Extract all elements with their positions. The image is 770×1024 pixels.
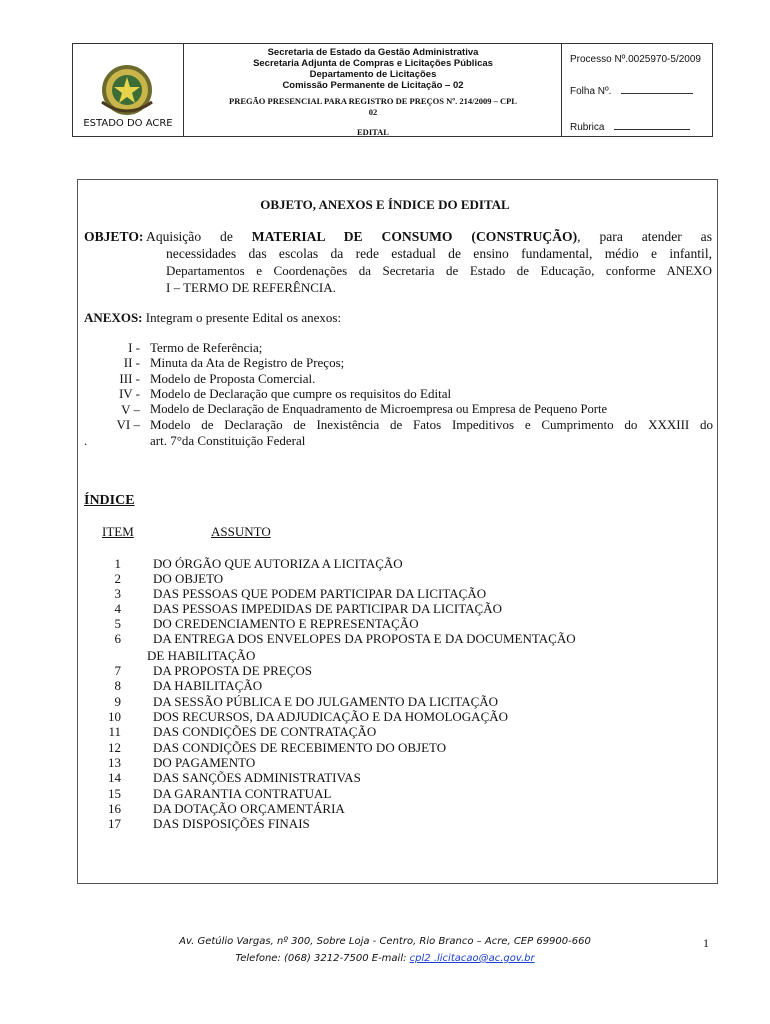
index-number: 6 [114, 631, 121, 646]
index-number: 11 [108, 724, 121, 739]
header-table [72, 43, 713, 137]
objeto-line3: Departamentos e Coordenações da Secretaria de Estado de Educação, conforme ANEXO [166, 263, 712, 278]
processo-number: Processo Nº.0025970-5/2009 [570, 54, 701, 65]
anexo-num: II - [123, 355, 140, 370]
anexo-num: I - [128, 340, 140, 355]
index-number: 14 [108, 770, 121, 785]
anexos-label: ANEXOS: [84, 310, 143, 325]
anexo-text: Termo de Referência; [150, 340, 263, 355]
pregao-title [184, 96, 562, 118]
index-number: 5 [114, 616, 121, 631]
index-text: DOS RECURSOS, DA ADJUDICAÇÃO E DA HOMOLOGAÇÃO [153, 709, 509, 724]
index-text: DO OBJETO [153, 571, 224, 586]
pregao-line: PREGÃO PRESENCIAL PARA REGISTRO DE PREÇOS Nº. 214/2009 – CPL [229, 96, 517, 106]
index-text: DA DOTAÇÃO ORÇAMENTÁRIA [153, 801, 345, 816]
index-text: DAS CONDIÇÕES DE RECEBIMENTO DO OBJETO [153, 740, 447, 755]
objeto-text: , para atender as [577, 229, 713, 244]
rubrica-field [570, 122, 690, 133]
seal-cell [73, 44, 184, 136]
footer-phone: Telefone: (068) 3212-7500 E-mail: [235, 953, 407, 964]
org-line: Secretaria de Estado da Gestão Administrativa [267, 47, 479, 58]
anexo-text: Modelo de Declaração de Inexistência de Fatos Impeditivos e Cumprimento do XXXIII do [150, 417, 713, 432]
col-item-header: ITEM [102, 524, 134, 539]
anexo-num: VI – [116, 417, 140, 432]
page-number: 1 [703, 936, 709, 950]
pregao-line: 02 [368, 107, 378, 117]
rubrica-label: Rubrica [570, 122, 605, 133]
objeto-line4: I – TERMO DE REFERÊNCIA. [166, 280, 336, 295]
anexo-text: Modelo de Declaração que cumpre os requisitos do Edital [150, 386, 452, 401]
org-line: Departamento de Licitações [309, 69, 437, 80]
header-title-cell [184, 44, 562, 136]
objeto-bold: MATERIAL DE CONSUMO (CONSTRUÇÃO) [251, 229, 578, 244]
index-number: 12 [108, 740, 121, 755]
index-number: 3 [114, 586, 121, 601]
index-text: DAS SANÇÕES ADMINISTRATIVAS [153, 770, 361, 785]
anexo-text: Minuta da Ata de Registro de Preços; [150, 355, 345, 370]
rubrica-blank [614, 129, 690, 130]
index-number: 10 [108, 709, 121, 724]
index-text: DA ENTREGA DOS ENVELOPES DA PROPOSTA E DA DOCUMENTAÇÃO [153, 631, 576, 646]
anexo-text: Modelo de Declaração de Enquadramento de Microempresa ou Empresa de Pequeno Porte [150, 402, 608, 416]
index-text: DA SESSÃO PÚBLICA E DO JULGAMENTO DA LICITAÇÃO [153, 694, 499, 709]
anexo-num: III - [119, 371, 140, 386]
index-number: 17 [108, 816, 121, 831]
index-text: DAS PESSOAS IMPEDIDAS DE PARTICIPAR DA LICITAÇÃO [153, 601, 503, 616]
index-number: 9 [114, 694, 121, 709]
anexos-intro [84, 310, 341, 326]
org-line: Secretaria Adjunta de Compras e Licitações Públicas [253, 58, 493, 69]
index-text: DO ÓRGÃO QUE AUTORIZA A LICITAÇÃO [153, 556, 403, 571]
process-cell [561, 44, 712, 136]
footer-address: Av. Getúlio Vargas, nº 300, Sobre Loja - Centro, Rio Branco – Acre, CEP 69900-660 [179, 936, 591, 947]
org-line: Comissão Permanente de Licitação – 02 [282, 80, 464, 91]
objeto-label: OBJETO: [84, 229, 144, 244]
index-text: DAS PESSOAS QUE PODEM PARTICIPAR DA LICITAÇÃO [153, 586, 487, 601]
index-number: 7 [114, 663, 121, 678]
index-text: DA GARANTIA CONTRATUAL [153, 786, 332, 801]
index-number: 1 [114, 556, 121, 571]
acre-coat-of-arms-icon [97, 62, 157, 118]
anexo-text: Modelo de Proposta Comercial. [150, 371, 316, 386]
indice-heading: ÍNDICE [84, 493, 135, 508]
index-number: 8 [114, 678, 121, 693]
index-number: 4 [114, 601, 121, 616]
objeto-text: Aquisição de [146, 229, 233, 244]
folha-field [570, 86, 693, 97]
anexo-num: V – [121, 402, 140, 417]
index-number: 2 [114, 571, 121, 586]
anexo-text: art. 7°da Constituição Federal [150, 433, 306, 448]
index-text: DA HABILITAÇÃO [153, 678, 263, 693]
folha-label: Folha Nº. [570, 86, 612, 97]
objeto-line2: necessidades das escolas da rede estadual de ensino fundamental, médio e infantil, [166, 246, 712, 261]
state-label: ESTADO DO ACRE [83, 118, 173, 129]
folha-blank [621, 93, 693, 94]
index-number: 13 [108, 755, 121, 770]
index-number: 16 [108, 801, 121, 816]
section-title: OBJETO, ANEXOS E ÍNDICE DO EDITAL [260, 197, 510, 212]
email-link[interactable]: cpl2 .licitacao@ac.gov.br [409, 953, 535, 964]
col-assunto-header: ASSUNTO [211, 524, 271, 539]
organization-lines [184, 44, 562, 91]
index-text: DO CREDENCIAMENTO E REPRESENTAÇÃO [153, 616, 419, 631]
anexos-intro-text: Integram o presente Edital os anexos: [145, 310, 342, 325]
index-text: DE HABILITAÇÃO [147, 648, 256, 663]
index-text: DA PROPOSTA DE PREÇOS [153, 663, 312, 678]
anexo-num: IV - [118, 386, 140, 401]
index-text: DAS CONDIÇÕES DE CONTRATAÇÃO [153, 724, 377, 739]
index-number: 15 [108, 786, 121, 801]
footer-contact [0, 953, 770, 964]
index-text: DO PAGAMENTO [153, 755, 256, 770]
stray-dot: . [84, 433, 88, 448]
objeto-line1 [146, 228, 712, 245]
objeto-section [84, 228, 713, 295]
index-text: DAS DISPOSIÇÕES FINAIS [153, 816, 310, 831]
edital-label: EDITAL [357, 127, 389, 136]
